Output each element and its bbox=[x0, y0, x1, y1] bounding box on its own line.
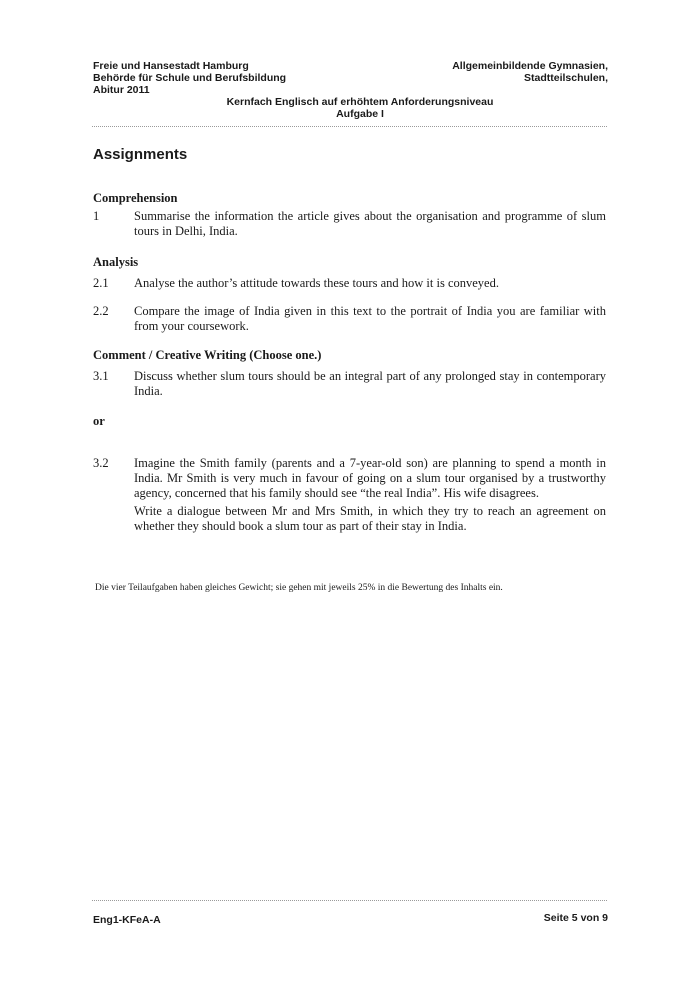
header-city: Freie und Hansestadt Hamburg bbox=[93, 60, 249, 72]
item-number-1: 1 bbox=[93, 209, 100, 223]
header-school-types bbox=[452, 60, 608, 84]
item-text-1: Summarise the information the article gives about the organisation and programme of slum tours in Delhi, India. bbox=[134, 209, 606, 238]
footer-divider bbox=[92, 900, 607, 901]
header-subject bbox=[0, 96, 700, 120]
item-number-3-1: 3.1 bbox=[93, 369, 109, 383]
item-text-3-1: Discuss whether slum tours should be an integral part of any prolonged stay in contemporary India. bbox=[134, 369, 606, 398]
footer-code: Eng1-KFeA-A bbox=[93, 914, 161, 926]
header-school-type-2: Stadtteilschulen, bbox=[523, 72, 608, 84]
header-divider bbox=[92, 126, 607, 127]
section-heading-comprehension: Comprehension bbox=[93, 191, 178, 205]
item-number-2-1: 2.1 bbox=[93, 276, 109, 290]
header-school-authority bbox=[93, 60, 286, 96]
item-text-2-1: Analyse the author’s attitude towards these tours and how it is conveyed. bbox=[134, 276, 499, 290]
section-heading-analysis: Analysis bbox=[93, 255, 139, 269]
header-course: Kernfach Englisch auf erhöhtem Anforderungsniveau bbox=[226, 96, 494, 108]
header-authority: Behörde für Schule und Berufsbildung bbox=[93, 72, 287, 84]
or-label: or bbox=[93, 414, 105, 428]
weighting-footnote: Die vier Teilaufgaben haben gleiches Gewicht; sie gehen mit jeweils 25% in die Bewertung des Inhalts ein. bbox=[95, 583, 503, 593]
page-number: Seite 5 von 9 bbox=[543, 912, 608, 924]
section-heading-comment: Comment / Creative Writing (Choose one.) bbox=[93, 348, 322, 362]
header-task: Aufgabe I bbox=[336, 108, 384, 120]
header-exam: Abitur 2011 bbox=[93, 84, 150, 96]
item-text-3-2-paragraph-1: Imagine the Smith family (parents and a 7-year-old son) are planning to spend a month in India. Mr Smith is very much in favour of going on a slum tour organised by a trustworthy agency, concerned that his family should see “the real India”. His wife disagrees. bbox=[134, 456, 606, 500]
item-number-2-2: 2.2 bbox=[93, 304, 109, 318]
item-number-3-2: 3.2 bbox=[93, 456, 109, 470]
page-title: Assignments bbox=[93, 146, 188, 163]
item-text-3-2-paragraph-2: Write a dialogue between Mr and Mrs Smith, in which they try to reach an agreement on whether they should book a slum tour as part of their stay in India. bbox=[134, 504, 606, 533]
item-text-2-2: Compare the image of India given in this text to the portrait of India you are familiar with from your coursework. bbox=[134, 304, 606, 333]
header-school-type-1: Allgemeinbildende Gymnasien, bbox=[452, 60, 608, 72]
